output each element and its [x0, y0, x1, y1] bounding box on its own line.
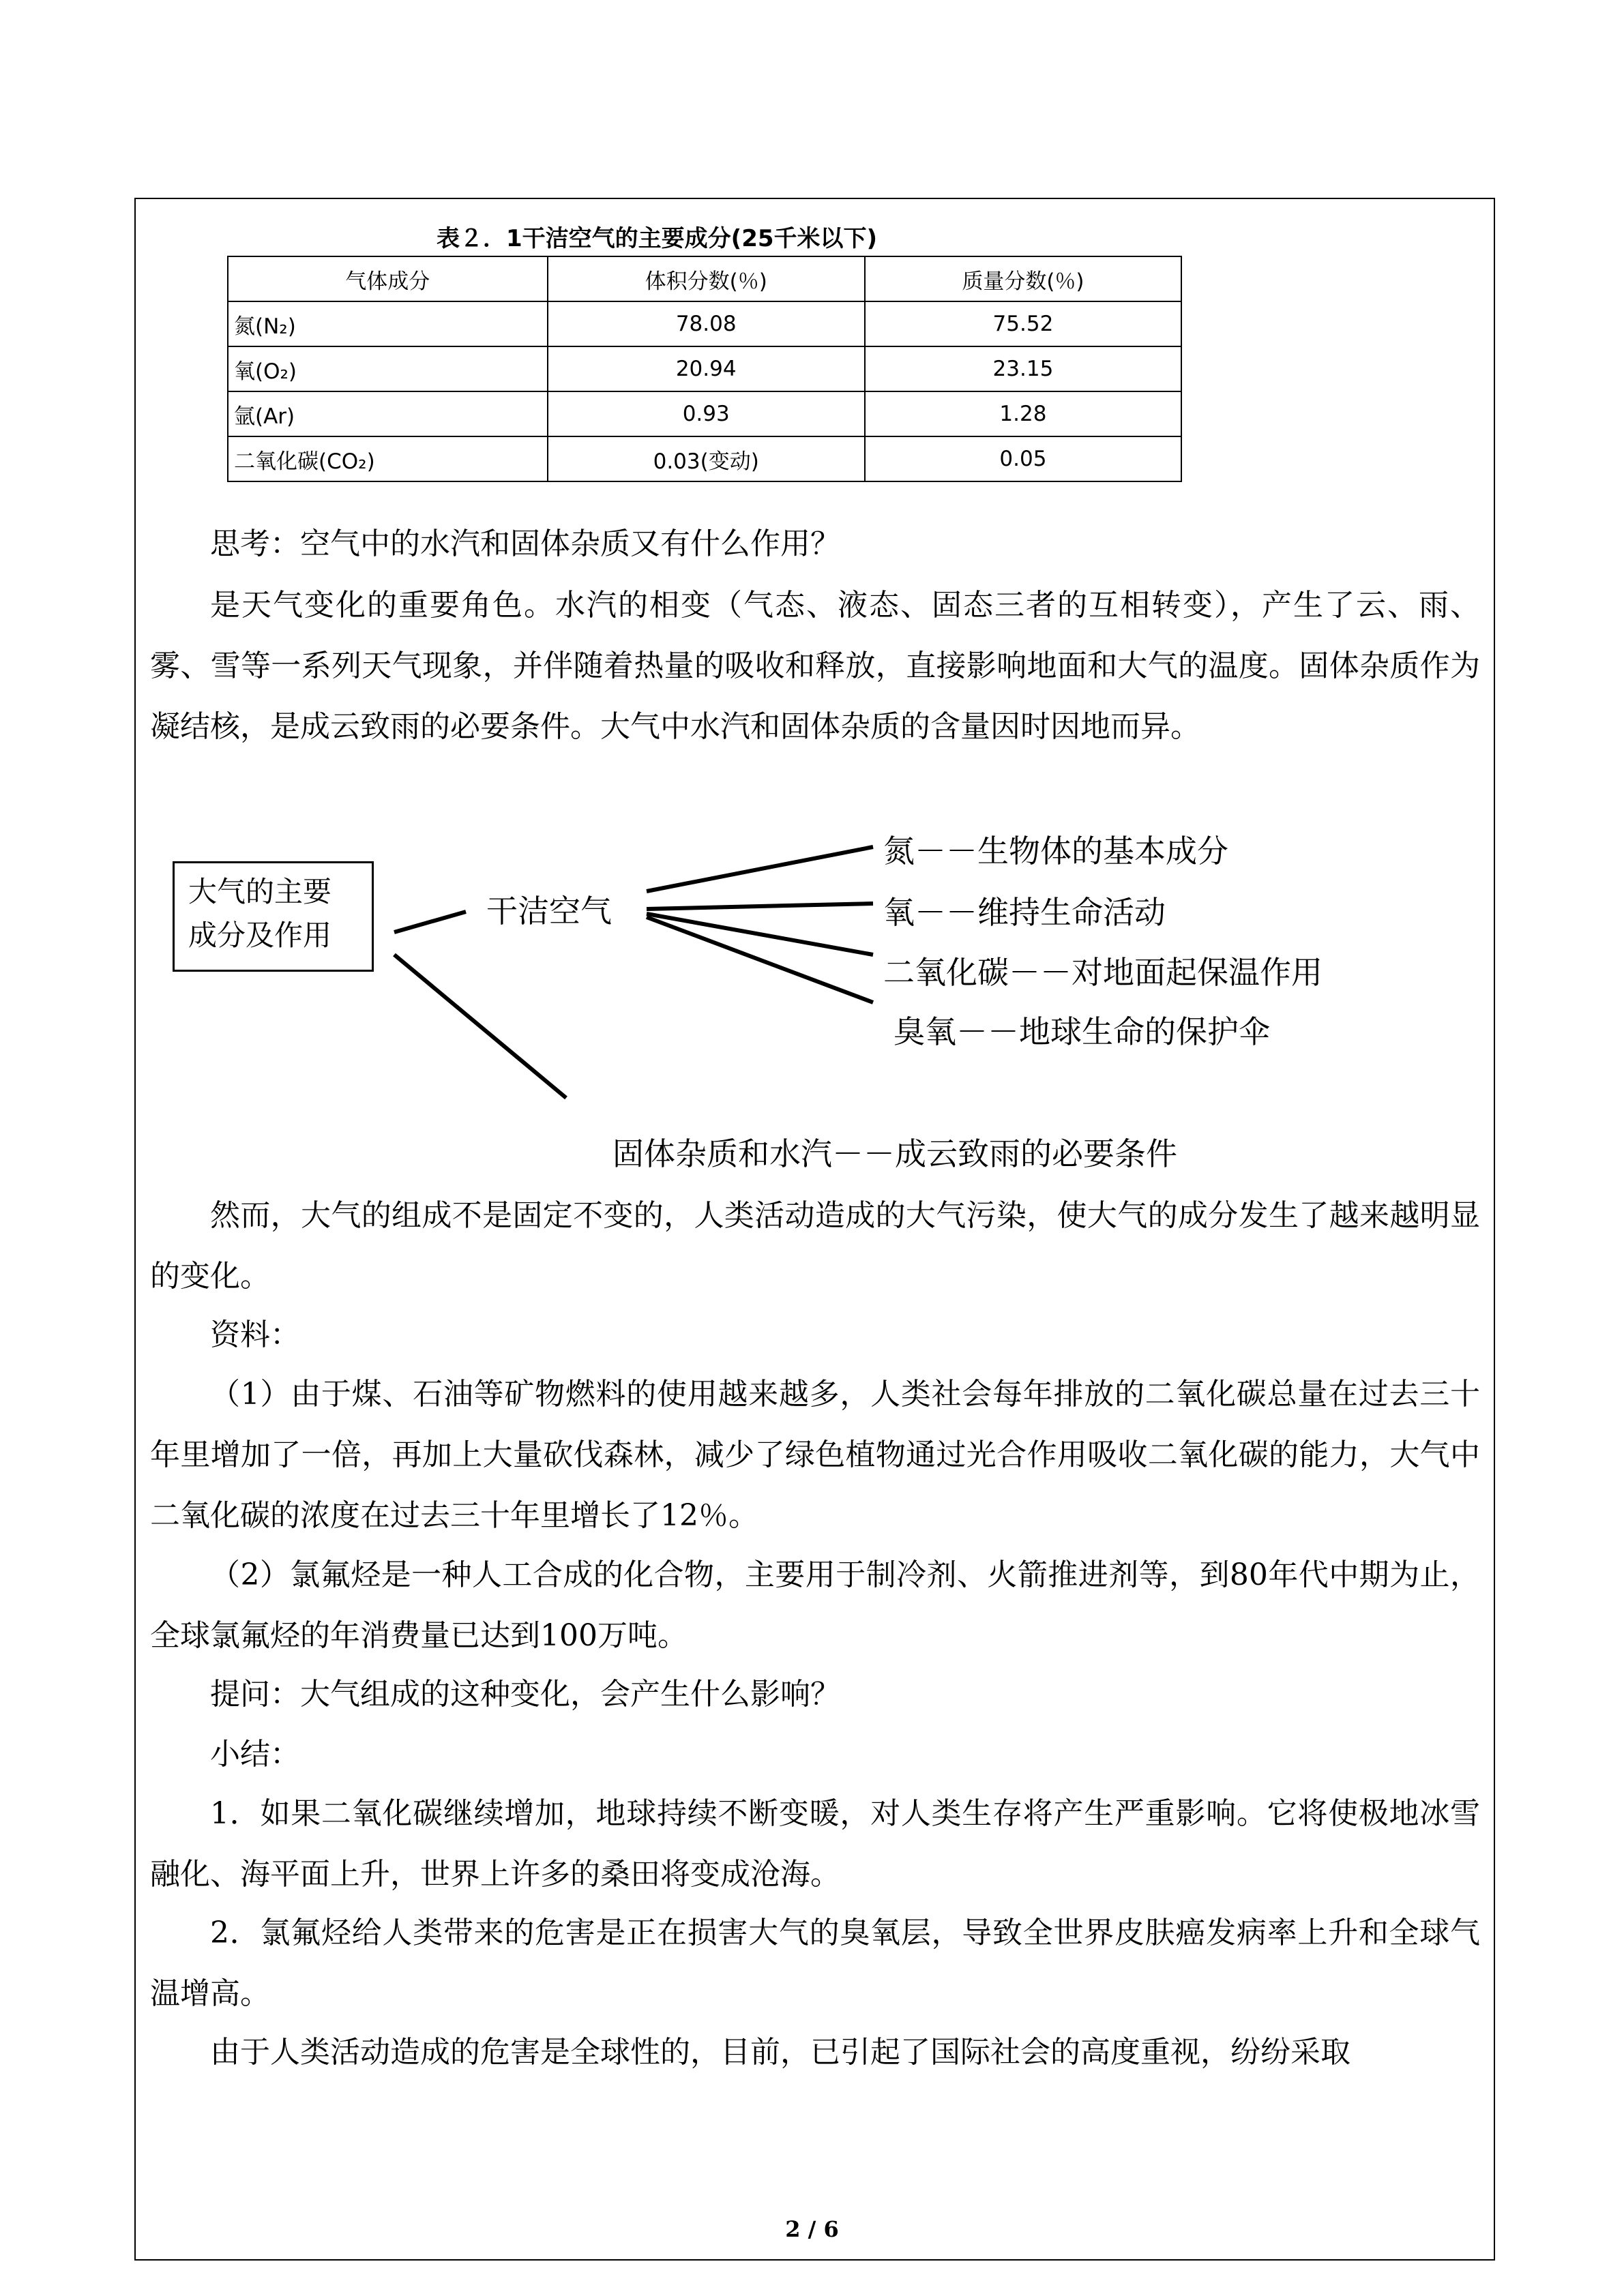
line-to-co2	[647, 914, 873, 955]
body-paragraph: 2．氯氟烃给人类带来的危害是正在损害大气的臭氧层，导致全世界皮肤癌发病率上升和全球气温增高。	[150, 1915, 1480, 2011]
diagram-root-box: 大气的主要成分及作用	[173, 861, 374, 972]
line-to-ozone	[647, 917, 873, 1002]
body-paragraph: 由于人类活动造成的危害是全球性的，目前，已引起了国际社会的高度重视，纷纷采取	[210, 2035, 1350, 2070]
body-paragraph: 然而，大气的组成不是固定不变的，人类活动造成的大气污染，使大气的成分发生了越来越明显的变化。	[150, 1198, 1480, 1294]
header-gas: 气体成分	[228, 256, 548, 301]
cell-mass: 1.28	[865, 391, 1181, 436]
cell-volume: 78.08	[548, 301, 865, 346]
body-paragraph: 资料：	[210, 1317, 300, 1352]
think-answer: 是天气变化的重要角色。水汽的相变（气态、液态、固态三者的互相转变），产生了云、雨、雾、雪等一系列天气现象，并伴随着热量的吸收和释放，直接影响地面和大气的温度。固体杂质作为凝结核，是成云致雨的必要条件。大气中水汽和固体杂质的含量因时因地而异。	[150, 588, 1480, 744]
diagram-leaf-nitrogen: 氮－－生物体的基本成分	[883, 833, 1228, 869]
body-paragraph: 1．如果二氧化碳继续增加，地球持续不断变暖，对人类生存将产生严重影响。它将使极地冰雪融化、海平面上升，世界上许多的桑田将变成沧海。	[150, 1796, 1480, 1892]
cell-gas: 氧(O₂)	[228, 346, 548, 391]
page-number: 2 / 6	[785, 2216, 839, 2242]
body-paragraph: 小结：	[210, 1737, 300, 1772]
cell-mass: 75.52	[865, 301, 1181, 346]
diagram-other-branch: 固体杂质和水汽－－成云致雨的必要条件	[612, 1135, 1177, 1172]
diagram-leaf-co2: 二氧化碳－－对地面起保温作用	[883, 954, 1323, 991]
diagram-leaf-ozone: 臭氧－－地球生命的保护伞	[894, 1013, 1270, 1050]
line-root-dry-air	[394, 912, 466, 932]
header-volume: 体积分数(％)	[548, 256, 865, 301]
cell-mass: 0.05	[865, 436, 1181, 481]
body-paragraph: （1）由于煤、石油等矿物燃料的使用越来越多，人类社会每年排放的二氧化碳总量在过去三十年里增加了一倍，再加上大量砍伐森林，减少了绿色植物通过光合作用吸收二氧化碳的能力，大气中二氧化碳的浓度在过去三十年里增长了12％。	[150, 1377, 1480, 1533]
cell-volume: 0.93	[548, 391, 865, 436]
cell-gas: 氮(N₂)	[228, 301, 548, 346]
diagram-leaf-oxygen: 氧－－维持生命活动	[883, 894, 1166, 931]
body-paragraph: （2）氯氟烃是一种人工合成的化合物，主要用于制冷剂、火箭推进剂等，到80年代中期为止，全球氯氟烃的年消费量已达到100万吨。	[150, 1557, 1480, 1653]
cell-mass: 23.15	[865, 346, 1181, 391]
header-mass: 质量分数(％)	[865, 256, 1181, 301]
think-question: 思考：空气中的水汽和固体杂质又有什么作用？	[210, 526, 840, 561]
cell-volume: 0.03(变动)	[548, 436, 865, 481]
cell-gas: 二氧化碳(CO₂)	[228, 436, 548, 481]
line-to-nitrogen	[647, 847, 873, 891]
cell-volume: 20.94	[548, 346, 865, 391]
line-root-other	[394, 955, 566, 1098]
table-title: 表２．1干洁空气的主要成分(25千米以下)	[437, 225, 878, 252]
diagram-dry-air-label: 干洁空气	[486, 893, 612, 929]
body-paragraph: 提问：大气组成的这种变化，会产生什么影响？	[210, 1677, 840, 1712]
line-to-oxygen	[647, 904, 873, 909]
cell-gas: 氩(Ar)	[228, 391, 548, 436]
